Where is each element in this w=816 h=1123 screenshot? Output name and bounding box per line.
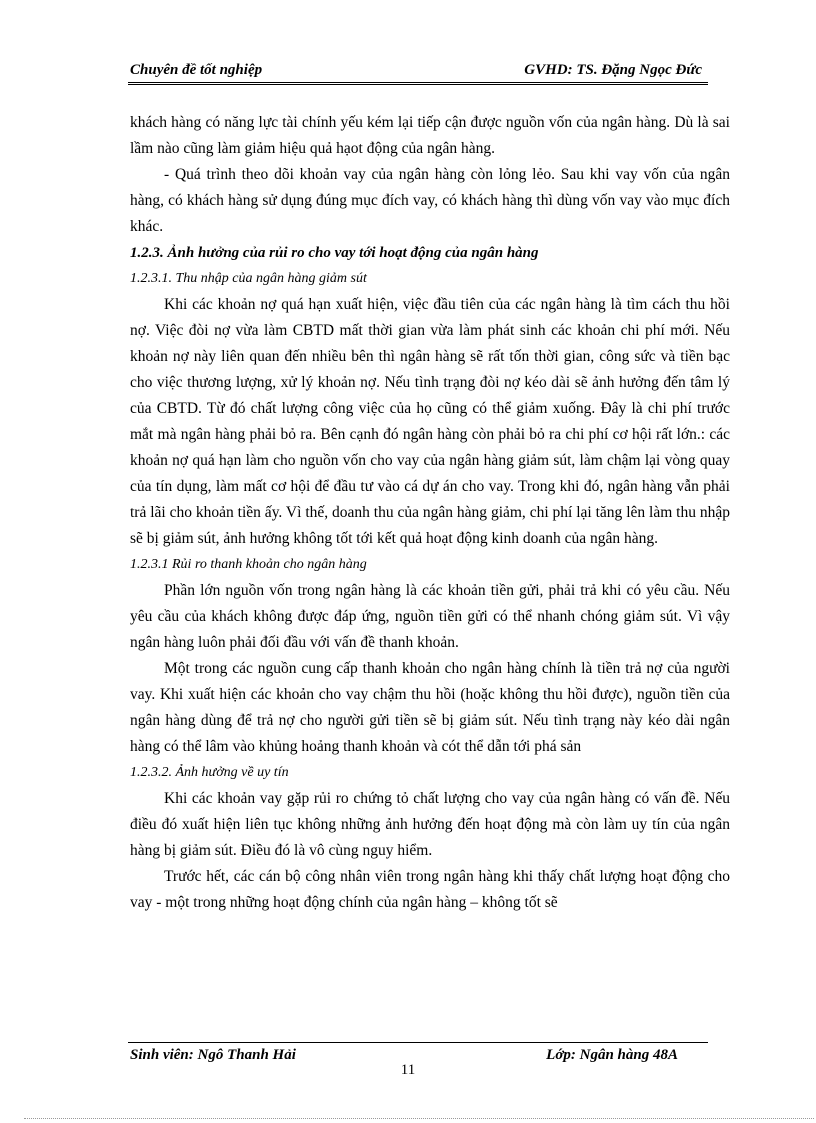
document-body — [130, 110, 730, 916]
subsection-heading: 1.2.3.1. Thu nhập của ngân hàng giảm sút — [130, 271, 367, 286]
paragraph: Khi các khoản vay gặp rủi ro chứng tỏ chất lượng cho vay của ngân hàng có vấn đề. Nếu điều đó xuất hiện liên tục không những ảnh hưởng đến hoạt động mà còn làm uy tín của ngân hàng bị giảm sút. Điều đó là vô cùng nguy hiểm. — [130, 790, 730, 859]
header-supervisor: GVHD: TS. Đặng Ngọc Đức — [524, 62, 702, 78]
subsection-heading: 1.2.3.1 Rủi ro thanh khoản cho ngân hàng — [130, 557, 367, 572]
subsection-heading: 1.2.3.2. Ảnh hưởng về uy tín — [130, 765, 289, 780]
page-number: 11 — [400, 1062, 416, 1078]
paragraph: Khi các khoản nợ quá hạn xuất hiện, việc đầu tiên của các ngân hàng là tìm cách thu hồi nợ. Việc đòi nợ vừa làm CBTD mất thời gian vừa làm phát sinh các khoản chi phí mới. Nếu khoản nợ này liên quan đến nhiều bên thì ngân hàng sẽ rất tốn thời gian, công sức và tiền bạc cho việc thương lượng, xử lý khoản nợ. Nếu tình trạng đòi nợ kéo dài sẽ ảnh hưởng đến tâm lý của CBTD. Từ đó chất lượng công việc của họ cũng có thể giảm xuống. Đây là chi phí trước mắt mà ngân hàng phải bỏ ra. Bên cạnh đó ngân hàng còn phải bỏ ra chi phí cơ hội rất lớn.: các khoản nợ quá hạn làm cho nguồn vốn cho vay của ngân hàng giảm sút, làm chậm lại vòng quay của tín dụng, làm mất cơ hội để đầu tư vào cá dự án cho vay. Trong khi đó, ngân hàng vẫn phải trả lãi cho khoản tiền ấy. Vì thế, doanh thu của ngân hàng giảm, chi phí lại tăng lên làm thu nhập sẽ bị giảm sút, ảnh hưởng không tốt tới kết quả hoạt động kinh doanh của ngân hàng. — [130, 296, 730, 547]
section-heading: 1.2.3. Ảnh hưởng của rủi ro cho vay tới hoạt động của ngân hàng — [130, 245, 539, 261]
paragraph: Một trong các nguồn cung cấp thanh khoản cho ngân hàng chính là tiền trả nợ của người vay. Khi xuất hiện các khoản cho vay chậm thu hồi (hoặc không thu hồi được), nguồn tiền của ngân hàng dùng để trả nợ cho người gửi tiền sẽ bị giảm sút. Nếu tình trạng này kéo dài ngân hàng có thể lâm vào khủng hoảng thanh khoản và cót thể dẫn tới phá sản — [130, 660, 730, 755]
paragraph: khách hàng có năng lực tài chính yếu kém lại tiếp cận được nguồn vốn của ngân hàng. Dù là sai lầm nào cũng làm giảm hiệu quả hạot động của ngân hàng. — [130, 114, 730, 157]
paragraph: - Quá trình theo dõi khoản vay của ngân hàng còn lỏng lẻo. Sau khi vay vốn của ngân hàng, có khách hàng sử dụng đúng mục đích vay, có khách hàng thì dùng vốn vay vào mục đích khác. — [130, 166, 730, 235]
footer-student: Sinh viên: Ngô Thanh Hải — [130, 1047, 296, 1063]
page-header — [128, 60, 708, 85]
paragraph: Phần lớn nguồn vốn trong ngân hàng là các khoản tiền gửi, phải trả khi có yêu cầu. Nếu yêu cầu của khách không được đáp ứng, nguồn tiền gửi có thể nhanh chóng giảm sút. Vì vậy ngân hàng luôn phải đối đầu với vấn đề thanh khoản. — [130, 582, 730, 651]
paragraph: Trước hết, các cán bộ công nhân viên trong ngân hàng khi thấy chất lượng hoạt động cho vay - một trong những hoạt động chính của ngân hàng – không tốt sẽ — [130, 868, 730, 911]
footer-class: Lớp: Ngân hàng 48A — [546, 1047, 678, 1063]
header-title: Chuyên đề tốt nghiệp — [130, 62, 263, 78]
page-bottom-rule — [24, 1118, 814, 1119]
